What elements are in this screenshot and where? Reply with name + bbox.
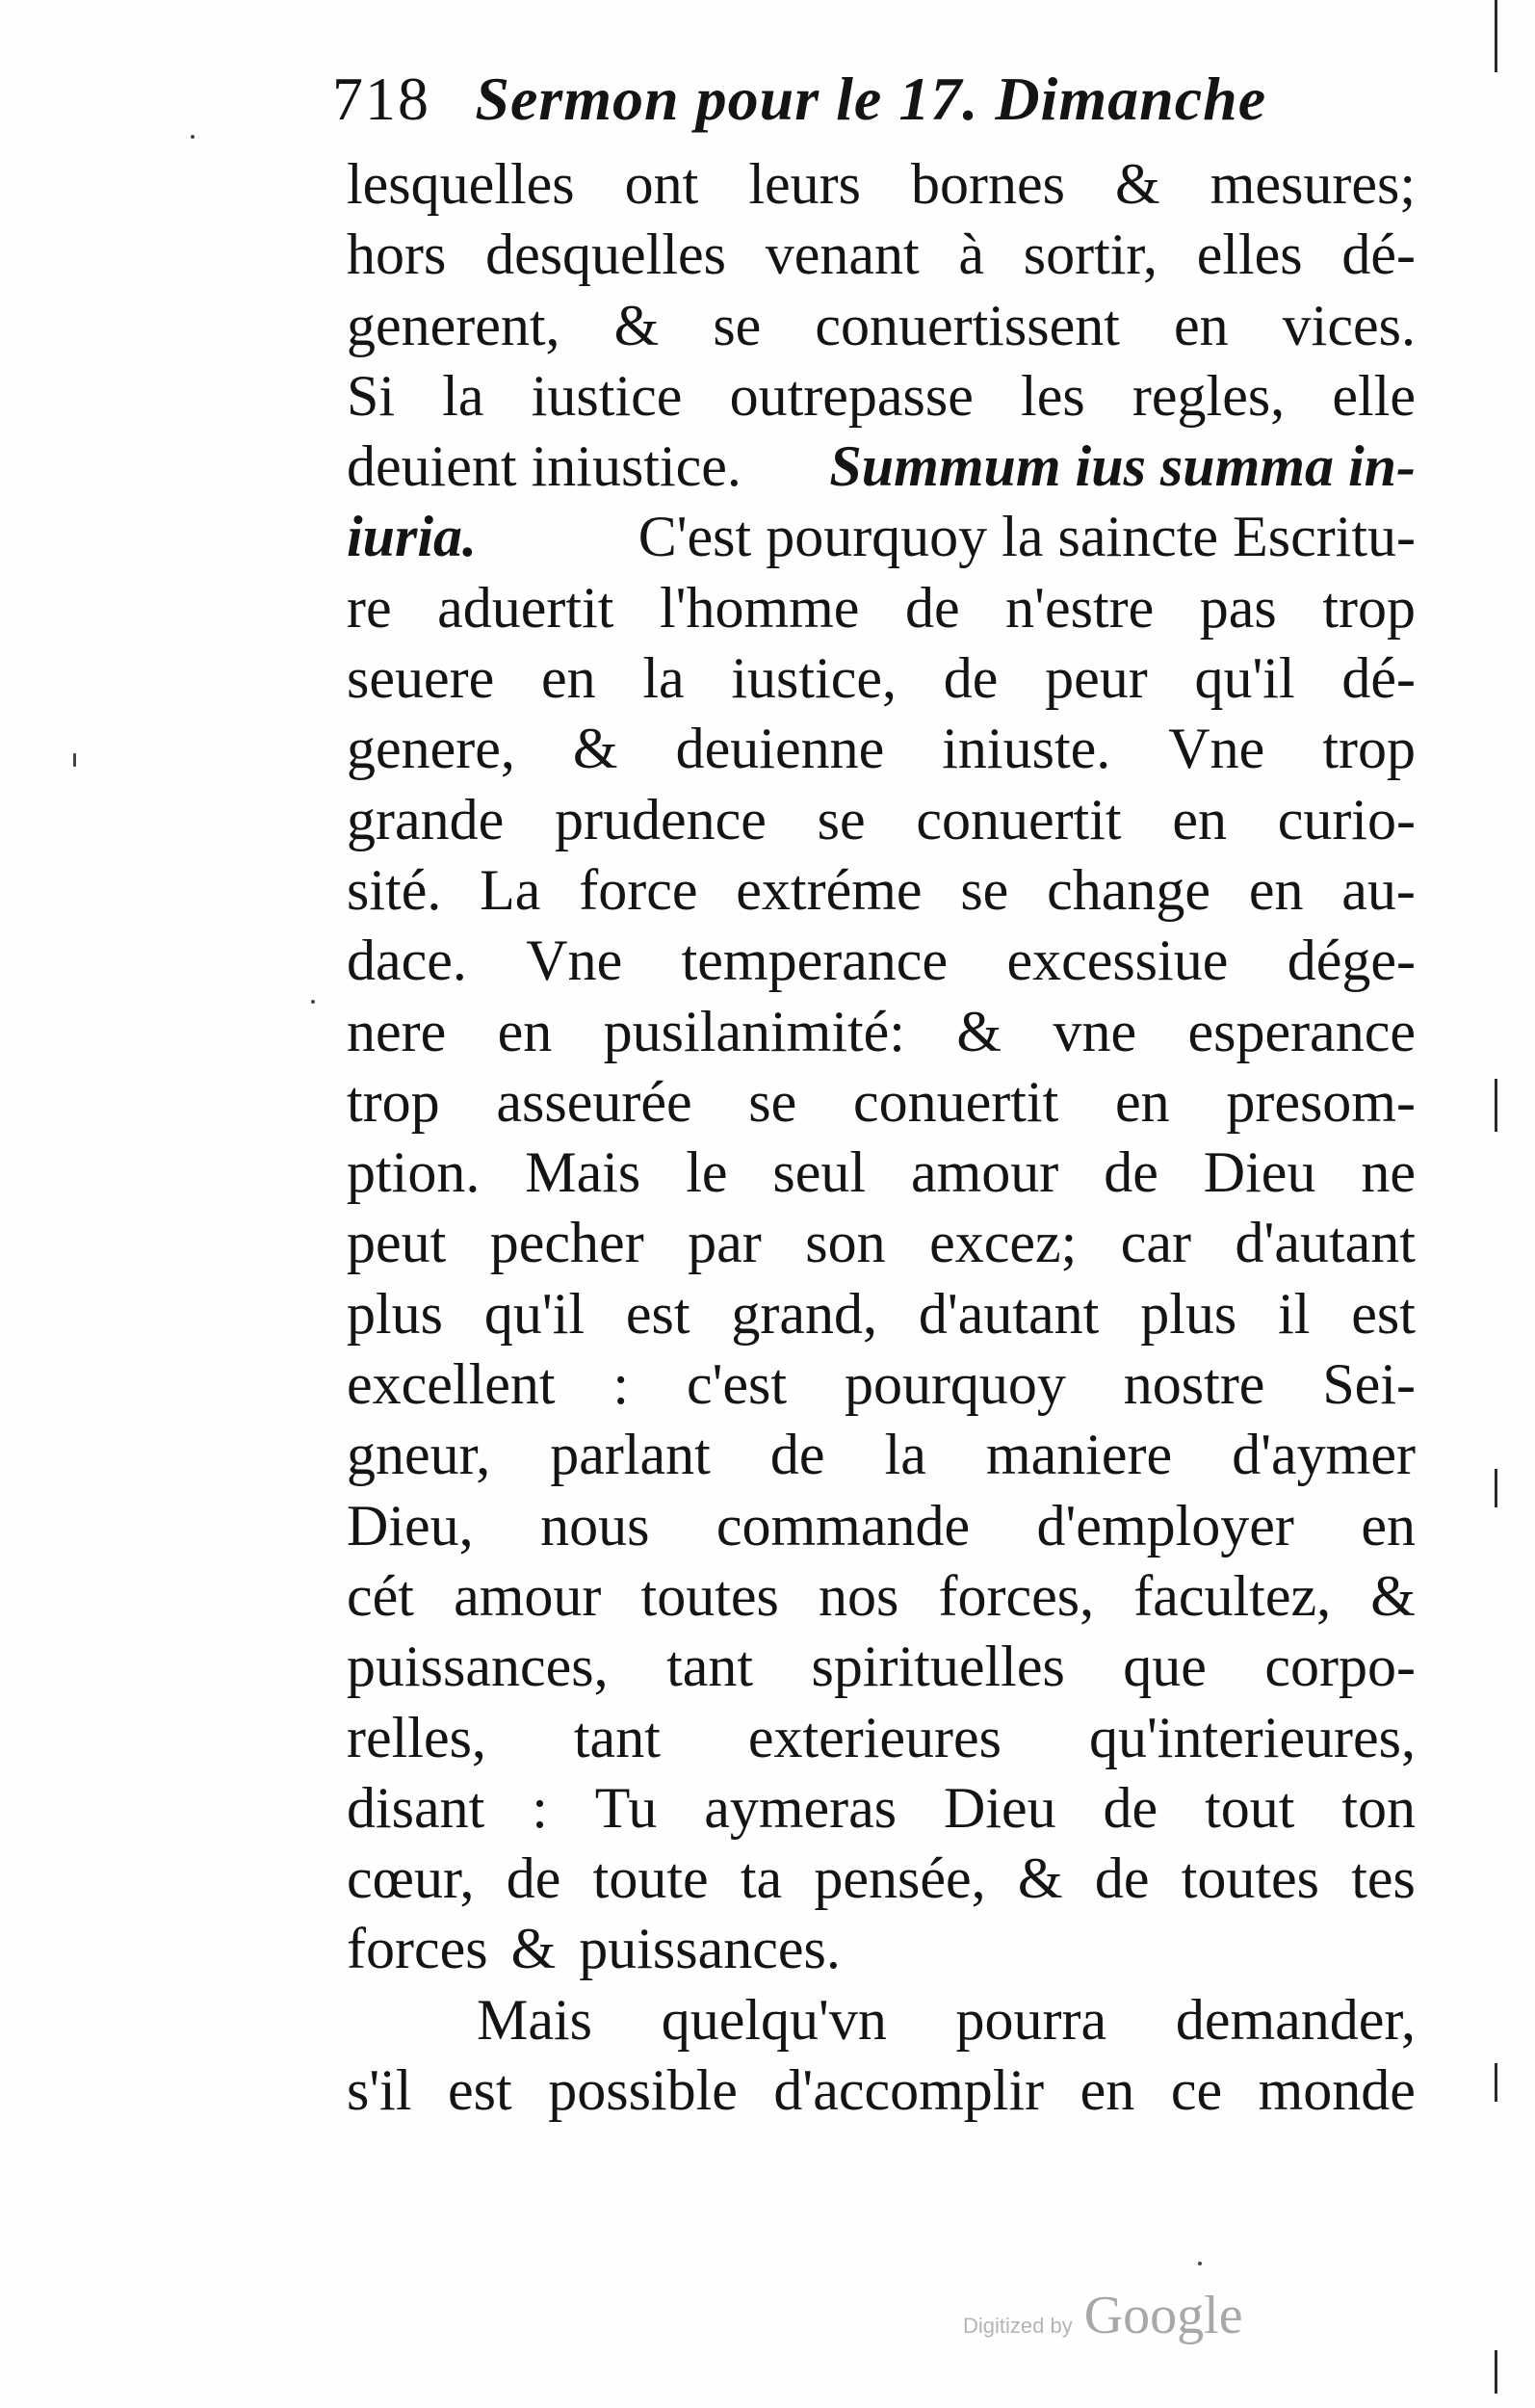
running-title: Sermon pour le 17. Dimanche [475,65,1267,133]
text-line: seuere en la iustice, de peur qu'il dé- [347,646,1416,711]
text-line: hors desquelles venant à sortir, elles dé- [347,222,1416,287]
google-logo: Google [1083,2286,1243,2345]
text-line: relles, tant exterieures qu'interieures, [347,1705,1416,1769]
text-line [347,432,1416,502]
text-line: peut pecher par son excez; car d'autant [347,1211,1416,1275]
page-number: 718 [332,65,430,133]
text-segment: deuient iniustice. [347,434,741,499]
text-line: gneur, parlant de la maniere d'aymer [347,1423,1416,1487]
page-edge-line [1495,1079,1497,1132]
text-line: lesquelles ont leurs bornes & mesures; [347,152,1416,216]
page-edge-line [1495,1469,1497,1507]
page-header [332,56,1420,143]
ink-speck [1198,2262,1202,2265]
text-line: re aduertit l'homme de n'estre pas trop [347,575,1416,640]
ink-speck [73,753,76,767]
text-line: Dieu, nous commande d'employer en [347,1493,1416,1557]
text-line: sité. La force extréme se change en au- [347,857,1416,922]
text-line: Si la iustice outrepasse les regles, elle [347,363,1416,428]
text-line: puissances, tant spirituelles que corpo- [347,1635,1416,1699]
text-line: cét amour toutes nos forces, facultez, & [347,1563,1416,1628]
text-line: disant : Tu aymeras Dieu de tout ton [347,1775,1416,1840]
digitized-watermark [963,2285,1290,2352]
text-line: Mais quelqu'vn pourra demander, [477,1987,1416,2052]
text-line: grande prudence se conuertit en curio- [347,787,1416,851]
text-line: s'il est possible d'accomplir en ce monde [347,2058,1416,2123]
text-segment: C'est pourquoy la saincte Escritu- [637,505,1416,569]
text-line [347,502,1416,572]
watermark-prefix: Digitized by [963,2314,1073,2338]
text-line: genere, & deuienne iniuste. Vne trop [347,717,1416,781]
text-line: cœur, de toute ta pensée, & de toutes tes [347,1846,1416,1911]
latin-phrase: iuria. [347,505,478,569]
body-text [347,149,1416,2126]
ink-speck [191,135,195,139]
page-edge-line [1495,2063,1497,2102]
text-line: dace. Vne temperance excessiue dége- [347,929,1416,993]
text-line: nere en pusilanimité: & vne esperance [347,999,1416,1063]
text-line: trop asseurée se conuertit en presom- [347,1069,1416,1134]
text-line: plus qu'il est grand, d'autant plus il est [347,1281,1416,1346]
text-line: generent, & se conuertissent en vices. [347,293,1416,357]
text-line: excellent : c'est pourquoy nostre Sei- [347,1352,1416,1417]
ink-speck [311,1000,315,1004]
text-line: ption. Mais le seul amour de Dieu ne [347,1140,1416,1205]
text-line: forces & puissances. [347,1917,841,1981]
latin-phrase: Summum ius summa in- [829,434,1416,499]
page-edge-line [1495,0,1497,72]
page-edge-line [1495,2350,1497,2394]
